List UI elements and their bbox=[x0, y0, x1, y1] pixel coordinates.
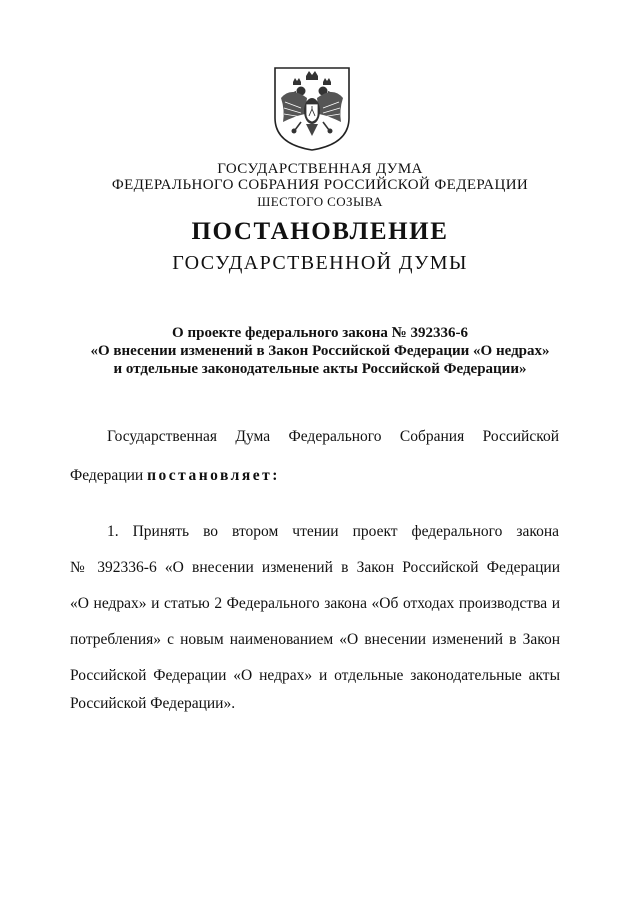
item-1-line-4: потребления» с новым наименованием «О внесении изменений в Закон bbox=[70, 631, 560, 648]
item-1-line-3: «О недрах» и статью 2 Федерального закона «Об отходах производства и bbox=[70, 595, 560, 612]
item-1-line-6: Российской Федерации». bbox=[70, 695, 236, 712]
russian-coat-of-arms-icon bbox=[271, 64, 353, 152]
preamble-line-2 bbox=[70, 467, 560, 485]
preamble-prefix: Федерации bbox=[70, 467, 144, 484]
item-1-line-2: № 392336-6 «О внесении изменений в Закон Российской Федерации bbox=[70, 559, 560, 576]
header-line-duma: ГОСУДАРСТВЕННАЯ ДУМА bbox=[217, 161, 423, 177]
bill-title-line-1: О проекте федерального закона № 392336-6 bbox=[172, 325, 468, 341]
header-line-federal-assembly: ФЕДЕРАЛЬНОГО СОБРАНИЯ РОССИЙСКОЙ ФЕДЕРАЦИИ bbox=[111, 177, 529, 193]
document-subtitle: ГОСУДАРСТВЕННОЙ ДУМЫ bbox=[172, 252, 468, 274]
bill-title-line-3: и отдельные законодательные акты Российской Федерации» bbox=[113, 361, 527, 377]
bill-title-line-2: «О внесении изменений в Закон Российской Федерации «О недрах» bbox=[90, 343, 550, 359]
item-1-line-5: Российской Федерации «О недрах» и отдельные законодательные акты bbox=[70, 667, 560, 684]
header-line-convocation: ШЕСТОГО СОЗЫВА bbox=[257, 194, 383, 209]
item-1-line-1: 1. Принять во втором чтении проект федерального закона bbox=[107, 523, 559, 540]
coat-of-arms-emblem bbox=[271, 64, 353, 152]
preamble-line-1: Государственная Дума Федерального Собрания Российской bbox=[107, 428, 559, 445]
document-title: ПОСТАНОВЛЕНИЕ bbox=[191, 218, 449, 245]
preamble-decree-word: постановляет: bbox=[147, 467, 280, 484]
